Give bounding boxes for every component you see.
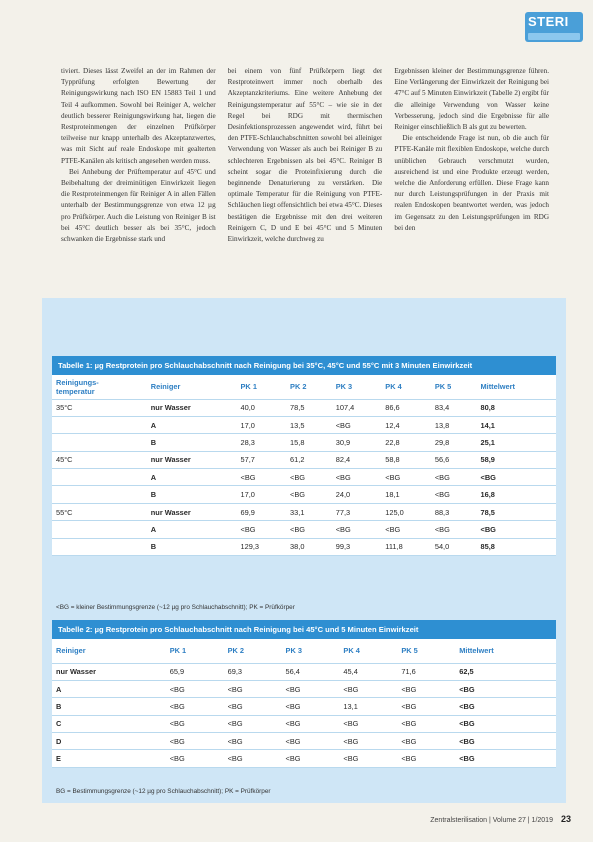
table-cell: <BG: [237, 521, 287, 538]
table-cell: 25,1: [477, 434, 556, 451]
table-cell: <BG: [286, 469, 332, 486]
table-cell: 78,5: [286, 399, 332, 416]
table-cell: B: [52, 698, 166, 715]
table-2-header-cell: PK 3: [282, 639, 340, 663]
table-cell: 88,3: [431, 503, 477, 520]
table-cell: <BG: [455, 750, 556, 767]
table-cell: B: [147, 538, 237, 555]
table-cell: 56,4: [282, 663, 340, 680]
table-cell: <BG: [166, 715, 224, 732]
table-cell: 71,6: [397, 663, 455, 680]
table-cell: 17,0: [237, 486, 287, 503]
table-cell: A: [147, 416, 237, 433]
table-2-header-cell: PK 1: [166, 639, 224, 663]
table-cell: <BG: [166, 680, 224, 697]
table-2-note: BG = Bestimmungsgrenze (~12 µg pro Schlauchabschnitt); PK = Prüfkörper: [56, 788, 271, 795]
table-cell: B: [147, 486, 237, 503]
table-cell: 15,8: [286, 434, 332, 451]
table-cell: 14,1: [477, 416, 556, 433]
table-row: [52, 416, 556, 433]
logo-subbar: [528, 33, 580, 40]
table-cell: A: [147, 469, 237, 486]
table-2-header-cell: Mittelwert: [455, 639, 556, 663]
table-2-header-cell: Reiniger: [52, 639, 166, 663]
table-cell: <BG: [339, 750, 397, 767]
table-cell: 69,9: [237, 503, 287, 520]
table-cell: 125,0: [381, 503, 431, 520]
table-cell: <BG: [332, 469, 382, 486]
table-row: [52, 469, 556, 486]
table-cell: <BG: [339, 715, 397, 732]
table-cell: 107,4: [332, 399, 382, 416]
table-cell: <BG: [286, 486, 332, 503]
table-2-grid: [52, 639, 556, 768]
table-row: [52, 733, 556, 750]
table-cell: 99,3: [332, 538, 382, 555]
table-cell: 61,2: [286, 451, 332, 468]
table-2: [52, 620, 556, 768]
table-cell: <BG: [477, 521, 556, 538]
table-cell: 129,3: [237, 538, 287, 555]
table-cell: <BG: [282, 680, 340, 697]
paragraph: bei einem von fünf Prüfkörpern liegt der Restproteinwert immer noch oberhalb des Akzeptanzkriteriums. Eine weitere Anhebung der Reinigungstemperatur auf 55°C – wie sie in der Regel bei RDG mit thermischen Desinfektionsprozessen angewendet wird, führt bei den PTFE-Schlauchabschnitten sowohl bei alleiniger Verwendung von Wasser als auch bei Reiniger B zu schlechteren Ergebnissen als bei 45°C. Reiniger B scheint sogar die Proteinfixierung durch die beginnende Denaturierung zu verstärken. Die optimale Temperatur für die Reinigung von PTFE-Schläuchen liegt offensichtlich bei etwa 45°C. Dieses bestätigen die Ergebnisse mit den drei weiteren Reinigern C, D und E bei 45°C und 5 Minuten Einwirkzeit, welche durchweg zu: [227, 67, 383, 244]
table-cell: <BG: [282, 733, 340, 750]
table-cell: 12,4: [381, 416, 431, 433]
paragraph: Ergebnissen kleiner der Bestimmungsgrenze führen. Eine Verlängerung der Einwirkzeit der Reinigung bei 47°C auf 5 Minuten Einwirkzeit (Tabelle 2) ergibt für die alleinige Verwendung von Wasser keine Verbesserung, jedoch sind die Ergebnisse für alle Reiniger einschließlich B als gut zu bewerten.: [394, 67, 550, 132]
table-cell: <BG: [455, 733, 556, 750]
table-cell: A: [52, 680, 166, 697]
page-footer: [430, 814, 571, 824]
table-cell: <BG: [224, 715, 282, 732]
page-number: 23: [560, 814, 571, 824]
table-cell: 45,4: [339, 663, 397, 680]
table-cell: 35°C: [52, 399, 147, 416]
table-cell: <BG: [282, 750, 340, 767]
table-cell: 18,1: [381, 486, 431, 503]
table-cell: 13,1: [339, 698, 397, 715]
table-1-header-cell: PK 1: [237, 375, 287, 399]
table-row: [52, 503, 556, 520]
table-cell: 13,5: [286, 416, 332, 433]
table-cell: nur Wasser: [147, 399, 237, 416]
table-cell: 85,8: [477, 538, 556, 555]
table-row: [52, 521, 556, 538]
table-cell: 17,0: [237, 416, 287, 433]
table-1-header-cell: Reinigungs- temperatur: [52, 375, 147, 399]
table-cell: <BG: [397, 733, 455, 750]
table-cell: 22,8: [381, 434, 431, 451]
table-row: [52, 715, 556, 732]
table-cell: 86,6: [381, 399, 431, 416]
table-cell: 28,3: [237, 434, 287, 451]
table-cell: <BG: [339, 680, 397, 697]
table-1-header-cell: Reiniger: [147, 375, 237, 399]
table-cell: <BG: [381, 521, 431, 538]
table-cell: 54,0: [431, 538, 477, 555]
table-cell: C: [52, 715, 166, 732]
text-column-2: [228, 66, 383, 298]
table-cell: nur Wasser: [52, 663, 166, 680]
table-1-caption: Tabelle 1: µg Restprotein pro Schlauchabschnitt nach Reinigung bei 35°C, 45°C und 55°C mit 3 Minuten Einwirkzeit: [52, 356, 556, 375]
table-row: [52, 750, 556, 767]
table-cell: B: [147, 434, 237, 451]
table-2-header-cell: PK 2: [224, 639, 282, 663]
table-cell: 78,5: [477, 503, 556, 520]
table-cell: <BG: [455, 698, 556, 715]
table-cell: 56,6: [431, 451, 477, 468]
table-cell: 24,0: [332, 486, 382, 503]
table-cell: <BG: [282, 698, 340, 715]
table-cell: <BG: [397, 750, 455, 767]
table-1-header-cell: PK 5: [431, 375, 477, 399]
table-cell: <BG: [455, 680, 556, 697]
table-2-caption: Tabelle 2: µg Restprotein pro Schlauchabschnitt nach Reinigung bei 45°C und 5 Minuten Einwirkzeit: [52, 620, 556, 639]
table-cell: <BG: [224, 750, 282, 767]
table-cell: 38,0: [286, 538, 332, 555]
table-cell: <BG: [431, 486, 477, 503]
table-cell: 58,9: [477, 451, 556, 468]
table-cell: <BG: [332, 521, 382, 538]
table-cell: 57,7: [237, 451, 287, 468]
table-cell: <BG: [286, 521, 332, 538]
table-cell: 69,3: [224, 663, 282, 680]
paragraph: Bei Anhebung der Prüftemperatur auf 45°C und Beibehaltung der dreiminütigen Einwirkzeit liegen die Restproteinmengen für Reiniger A in allen Fällen unterhalb der Bestimmungsgrenze von etwa 12 µg pro Prüfkörper. Auch die Leistung von Reiniger B ist bei 45°C deutlich besser als bei 35°C, jedoch schwanken die Ergebnisse stark und: [61, 167, 216, 244]
table-cell: 62,5: [455, 663, 556, 680]
table-row: [52, 663, 556, 680]
table-2-header-cell: PK 5: [397, 639, 455, 663]
paragraph: Die entscheidende Frage ist nun, ob die auch für PTFE-Kanäle mit flexiblen Endoskope, welche durch unüblichen Gebrauch verschmutzt wurden, ausreichend ist und eine Produkte erzeugt werden, welche die Anforderung erfüllen. Diese Frage kann nur durch Leistungsprüfungen in der Praxis mit realen Endoskopen beantwortet werden, was jedoch im Gegensatz zu den Leistungsprüfungen im RDG bei den: [394, 134, 550, 232]
table-cell: [52, 416, 147, 433]
tables-panel: [42, 298, 566, 803]
logo-text: STERI: [528, 14, 569, 29]
table-cell: 45°C: [52, 451, 147, 468]
table-cell: <BG: [224, 733, 282, 750]
table-cell: <BG: [477, 469, 556, 486]
table-cell: <BG: [332, 416, 382, 433]
table-1-grid: [52, 375, 556, 556]
table-cell: 55°C: [52, 503, 147, 520]
table-cell: [52, 521, 147, 538]
table-row: [52, 680, 556, 697]
table-cell: [52, 469, 147, 486]
table-cell: 40,0: [237, 399, 287, 416]
table-cell: 30,9: [332, 434, 382, 451]
table-cell: <BG: [455, 715, 556, 732]
table-cell: E: [52, 750, 166, 767]
table-cell: <BG: [431, 521, 477, 538]
table-cell: <BG: [237, 469, 287, 486]
table-cell: <BG: [397, 680, 455, 697]
table-cell: nur Wasser: [147, 503, 237, 520]
table-cell: 77,3: [332, 503, 382, 520]
table-cell: 80,8: [477, 399, 556, 416]
table-cell: <BG: [397, 715, 455, 732]
table-cell: <BG: [166, 750, 224, 767]
table-cell: <BG: [282, 715, 340, 732]
table-cell: <BG: [224, 680, 282, 697]
table-cell: [52, 434, 147, 451]
text-column-3: [394, 66, 549, 298]
table-cell: 111,8: [381, 538, 431, 555]
table-1-header-cell: Mittelwert: [477, 375, 556, 399]
table-cell: <BG: [431, 469, 477, 486]
journal-logo: [525, 12, 583, 42]
table-1-note: <BG = kleiner Bestimmungsgrenze (~12 µg pro Schlauchabschnitt); PK = Prüfkörper: [56, 604, 295, 611]
table-cell: 82,4: [332, 451, 382, 468]
table-cell: <BG: [166, 733, 224, 750]
table-cell: 65,9: [166, 663, 224, 680]
table-cell: [52, 486, 147, 503]
table-cell: <BG: [397, 698, 455, 715]
table-row: [52, 538, 556, 555]
table-cell: <BG: [381, 469, 431, 486]
text-column-1: [61, 66, 216, 298]
table-cell: 33,1: [286, 503, 332, 520]
table-row: [52, 451, 556, 468]
table-1-header-cell: PK 4: [381, 375, 431, 399]
table-cell: 13,8: [431, 416, 477, 433]
table-row: [52, 434, 556, 451]
paragraph: tiviert. Dieses lässt Zweifel an der im Rahmen der Typprüfung erfolgten Bewertung der Reinigungswirkung nach ISO EN 15883 Teil 1 und Teil 4 aufkommen. Sowohl bei Reiniger A, welcher deutlich besserer Reinigungswirkung hat, liegen die Restproteinmengen der einzelnen Prüfkörper teilweise nur knapp unterhalb des Akzeptanzwertes, was mit Sicht auf reale Endoskope mit gealterten PTFE-Kanälen als kritisch angesehen werden muss.: [61, 67, 216, 165]
table-cell: 83,4: [431, 399, 477, 416]
table-cell: <BG: [166, 698, 224, 715]
table-1-header-cell: PK 2: [286, 375, 332, 399]
body-text: [61, 66, 549, 298]
table-cell: 16,8: [477, 486, 556, 503]
table-cell: nur Wasser: [147, 451, 237, 468]
table-row: [52, 399, 556, 416]
table-2-header-cell: PK 4: [339, 639, 397, 663]
table-cell: [52, 538, 147, 555]
table-row: [52, 486, 556, 503]
table-1: [52, 356, 556, 556]
table-1-header-cell: PK 3: [332, 375, 382, 399]
table-cell: <BG: [339, 733, 397, 750]
table-cell: A: [147, 521, 237, 538]
table-cell: D: [52, 733, 166, 750]
table-cell: 29,8: [431, 434, 477, 451]
footer-journal: Zentralsterilisation | Volume 27 | 1/2019: [430, 817, 553, 824]
table-cell: 58,8: [381, 451, 431, 468]
table-row: [52, 698, 556, 715]
table-cell: <BG: [224, 698, 282, 715]
